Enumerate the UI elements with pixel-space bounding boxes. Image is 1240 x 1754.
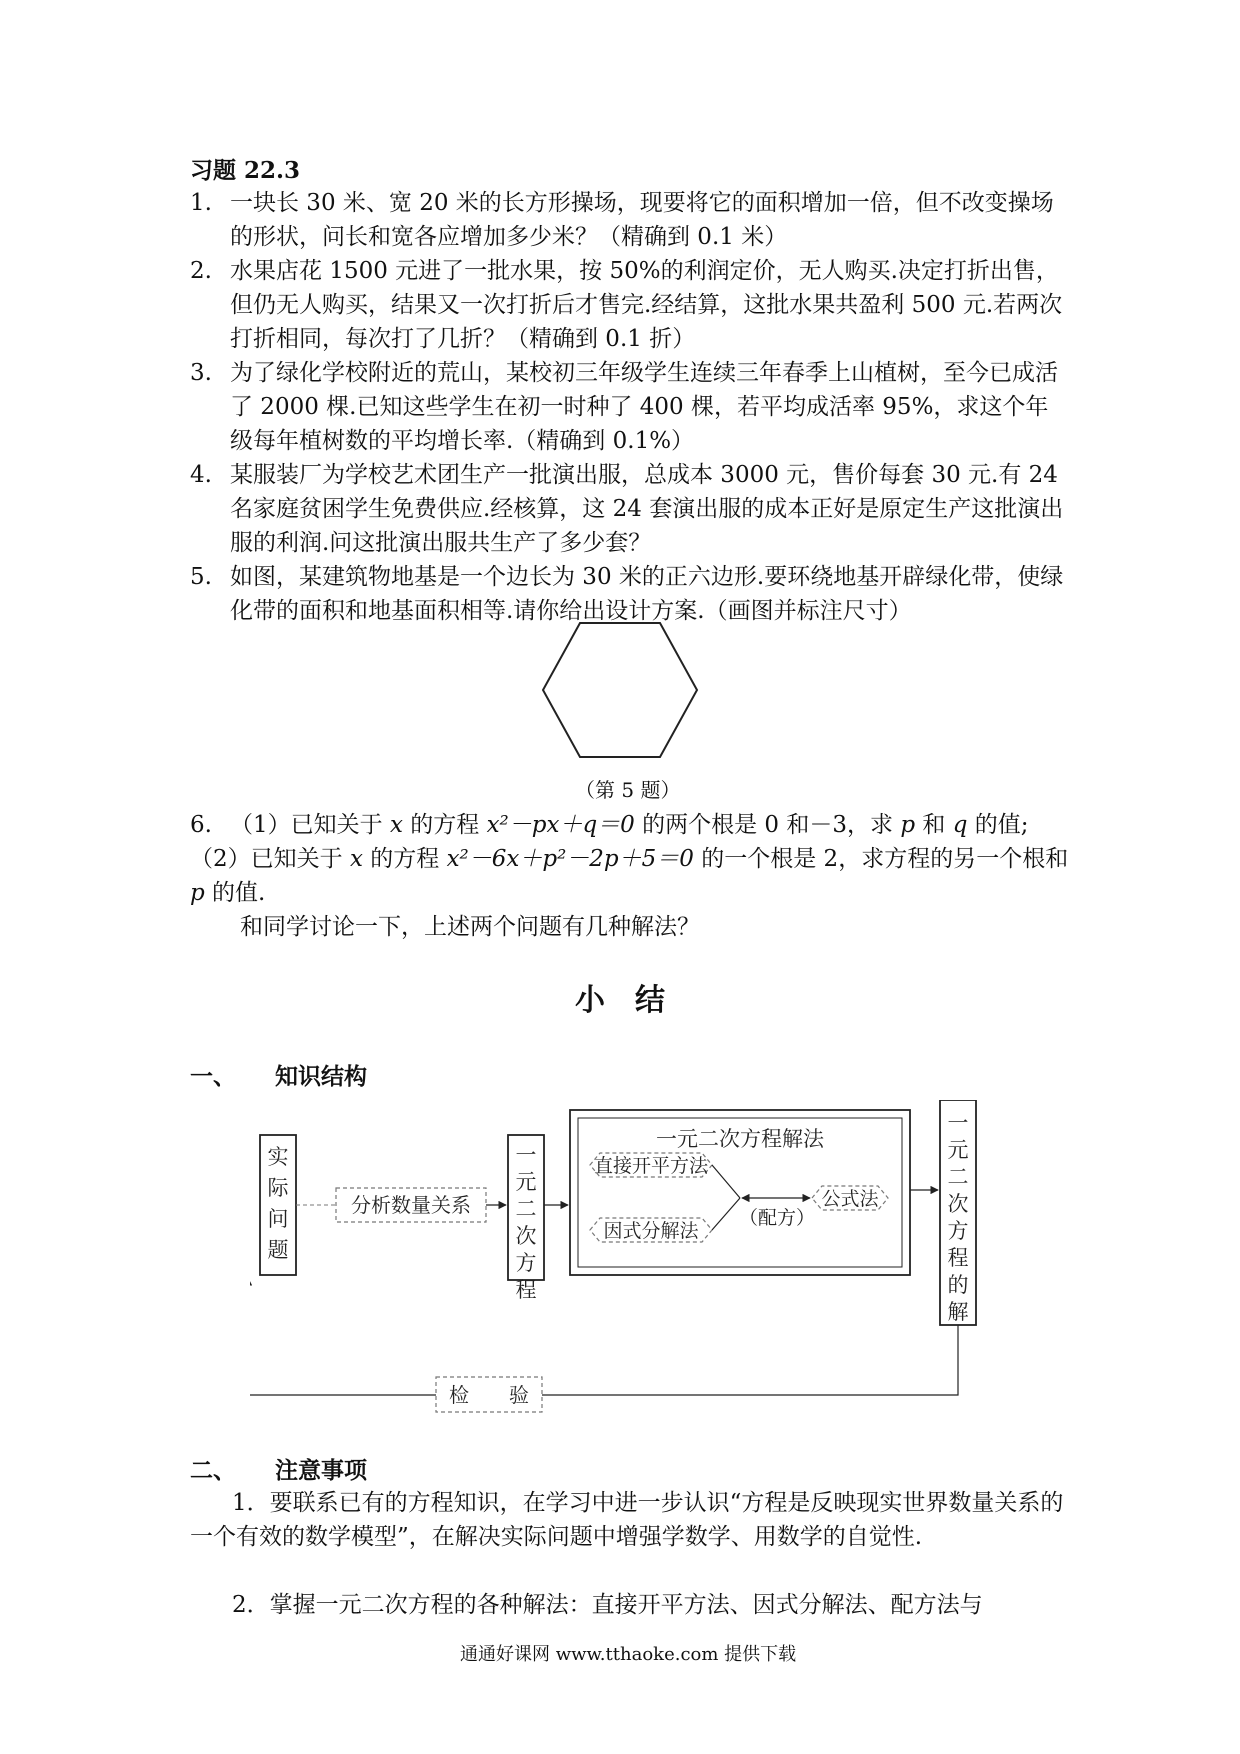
item-text: 为了绿化学校附近的荒山，某校初三年级学生连续三年春季上山植树，至今已成活了 2000 棵.已知这些学生在初一时种了 400 棵，若平均成活率 95%，求这个年级每年植树数的平均增长率.（精确到 0.1%） bbox=[230, 360, 1058, 454]
complete-square-label: （配方） bbox=[738, 1207, 816, 1229]
exercise-item-1 bbox=[190, 186, 1070, 254]
feedback-arrow bbox=[250, 1278, 436, 1395]
item-number: 6. bbox=[190, 812, 212, 838]
exercise-item-2 bbox=[190, 254, 1070, 356]
actual-problem-label: 实际问题 bbox=[267, 1145, 289, 1262]
item6-discussion: 和同学讨论一下，上述两个问题有几种解法？ bbox=[240, 914, 700, 940]
check-box bbox=[436, 1377, 542, 1412]
exercise-item-5 bbox=[190, 560, 1070, 628]
factor-method-tag bbox=[590, 1218, 712, 1242]
section1-title: 知识结构 bbox=[275, 1063, 367, 1090]
item-text: 如图，某建筑物地基是一个边长为 30 米的正六边形.要环绕地基开辟绿化带，使绿化带的面积和地基面积相等.请你给出设计方案.（画图并标注尺寸） bbox=[230, 564, 1064, 624]
connector-line bbox=[712, 1198, 740, 1230]
item-text: 一块长 30 米、宽 20 米的长方形操场，现要将它的面积增加一倍，但不改变操场的形状，问长和宽各应增加多少米？（精确到 0.1 米） bbox=[230, 190, 1054, 250]
solution-label: 一元二次方程的解 bbox=[947, 1111, 969, 1324]
solution-box bbox=[940, 1100, 976, 1325]
hexagon-shape bbox=[543, 623, 697, 757]
note-paragraph-2: 2．掌握一元二次方程的各种解法：直接开平方法、因式分解法、配方法与 bbox=[232, 1592, 983, 1618]
exercise-item-4 bbox=[190, 458, 1070, 560]
exercise-title: 习题 22.3 bbox=[190, 157, 301, 184]
exercise-item-3 bbox=[190, 356, 1070, 458]
equation-label: 一元二次方程 bbox=[515, 1143, 537, 1302]
feedback-line bbox=[542, 1325, 958, 1395]
section2-number: 二、 bbox=[190, 1457, 236, 1484]
check-label: 检 验 bbox=[449, 1383, 529, 1407]
exercise-item-6 bbox=[190, 808, 1070, 944]
analyze-label: 分析数量关系 bbox=[351, 1193, 471, 1217]
connector-line bbox=[712, 1165, 740, 1198]
item-text: 某服装厂为学校艺术团生产一批演出服，总成本 3000 元，售价每套 30 元.有 24 名家庭贫困学生免费供应.经核算，这 24 套演出服的成本正好是原定生产这批演出服的利润.问这批演出服共生产了多少套？ bbox=[230, 462, 1064, 556]
direct-method-label: 直接开平方法 bbox=[593, 1155, 709, 1177]
equation-2: x²－6x＋p²－2p＋5＝0 bbox=[446, 846, 694, 872]
hexagon-figure bbox=[540, 620, 700, 760]
methods-title: 一元二次方程解法 bbox=[656, 1127, 824, 1151]
actual-problem-box bbox=[260, 1135, 296, 1275]
formula-method-label: 公式法 bbox=[821, 1188, 879, 1210]
item-number: 1. bbox=[190, 190, 212, 216]
section1-number: 一、 bbox=[190, 1063, 236, 1090]
item-number: 4. bbox=[190, 462, 212, 488]
equation-1: x²－px＋q＝0 bbox=[486, 812, 635, 838]
item-number: 3. bbox=[190, 360, 212, 386]
equation-box bbox=[508, 1135, 544, 1302]
formula-method-tag bbox=[812, 1186, 888, 1210]
item-number: 2. bbox=[190, 258, 212, 284]
item-number: 5. bbox=[190, 564, 212, 590]
analyze-box bbox=[336, 1188, 486, 1222]
figure-caption: （第 5 题） bbox=[575, 778, 681, 802]
factor-method-label: 因式分解法 bbox=[603, 1220, 699, 1242]
summary-title: 小 结 bbox=[575, 983, 665, 1018]
page-footer: 通通好课网 www.tthaoke.com 提供下载 bbox=[460, 1644, 797, 1665]
direct-method-tag bbox=[590, 1153, 712, 1177]
item6-part1: （1）已知关于 x 的方程 x²－px＋q＝0 的两个根是 0 和－3，求 p 和 q 的值; bbox=[230, 812, 1029, 838]
knowledge-structure-diagram bbox=[250, 1100, 990, 1430]
item-text: 水果店花 1500 元进了一批水果，按 50%的利润定价，无人购买.决定打折出售，但仍无人购买，结果又一次打折后才售完.经结算，这批水果共盈利 500 元.若两次打折相同，每次打了几折？（精确到 0.1 折） bbox=[230, 258, 1063, 352]
section2-title: 注意事项 bbox=[275, 1457, 367, 1484]
note-paragraph-1: 1．要联系已有的方程知识，在学习中进一步认识“方程是反映现实世界数量关系的一个有效的数学模型”，在解决实际问题中增强学数学、用数学的自觉性. bbox=[190, 1490, 1064, 1550]
item6-part2: （2）已知关于 x 的方程 x²－6x＋p²－2p＋5＝0 的一个根是 2，求方程的另一个根和 p 的值. bbox=[190, 846, 1069, 906]
